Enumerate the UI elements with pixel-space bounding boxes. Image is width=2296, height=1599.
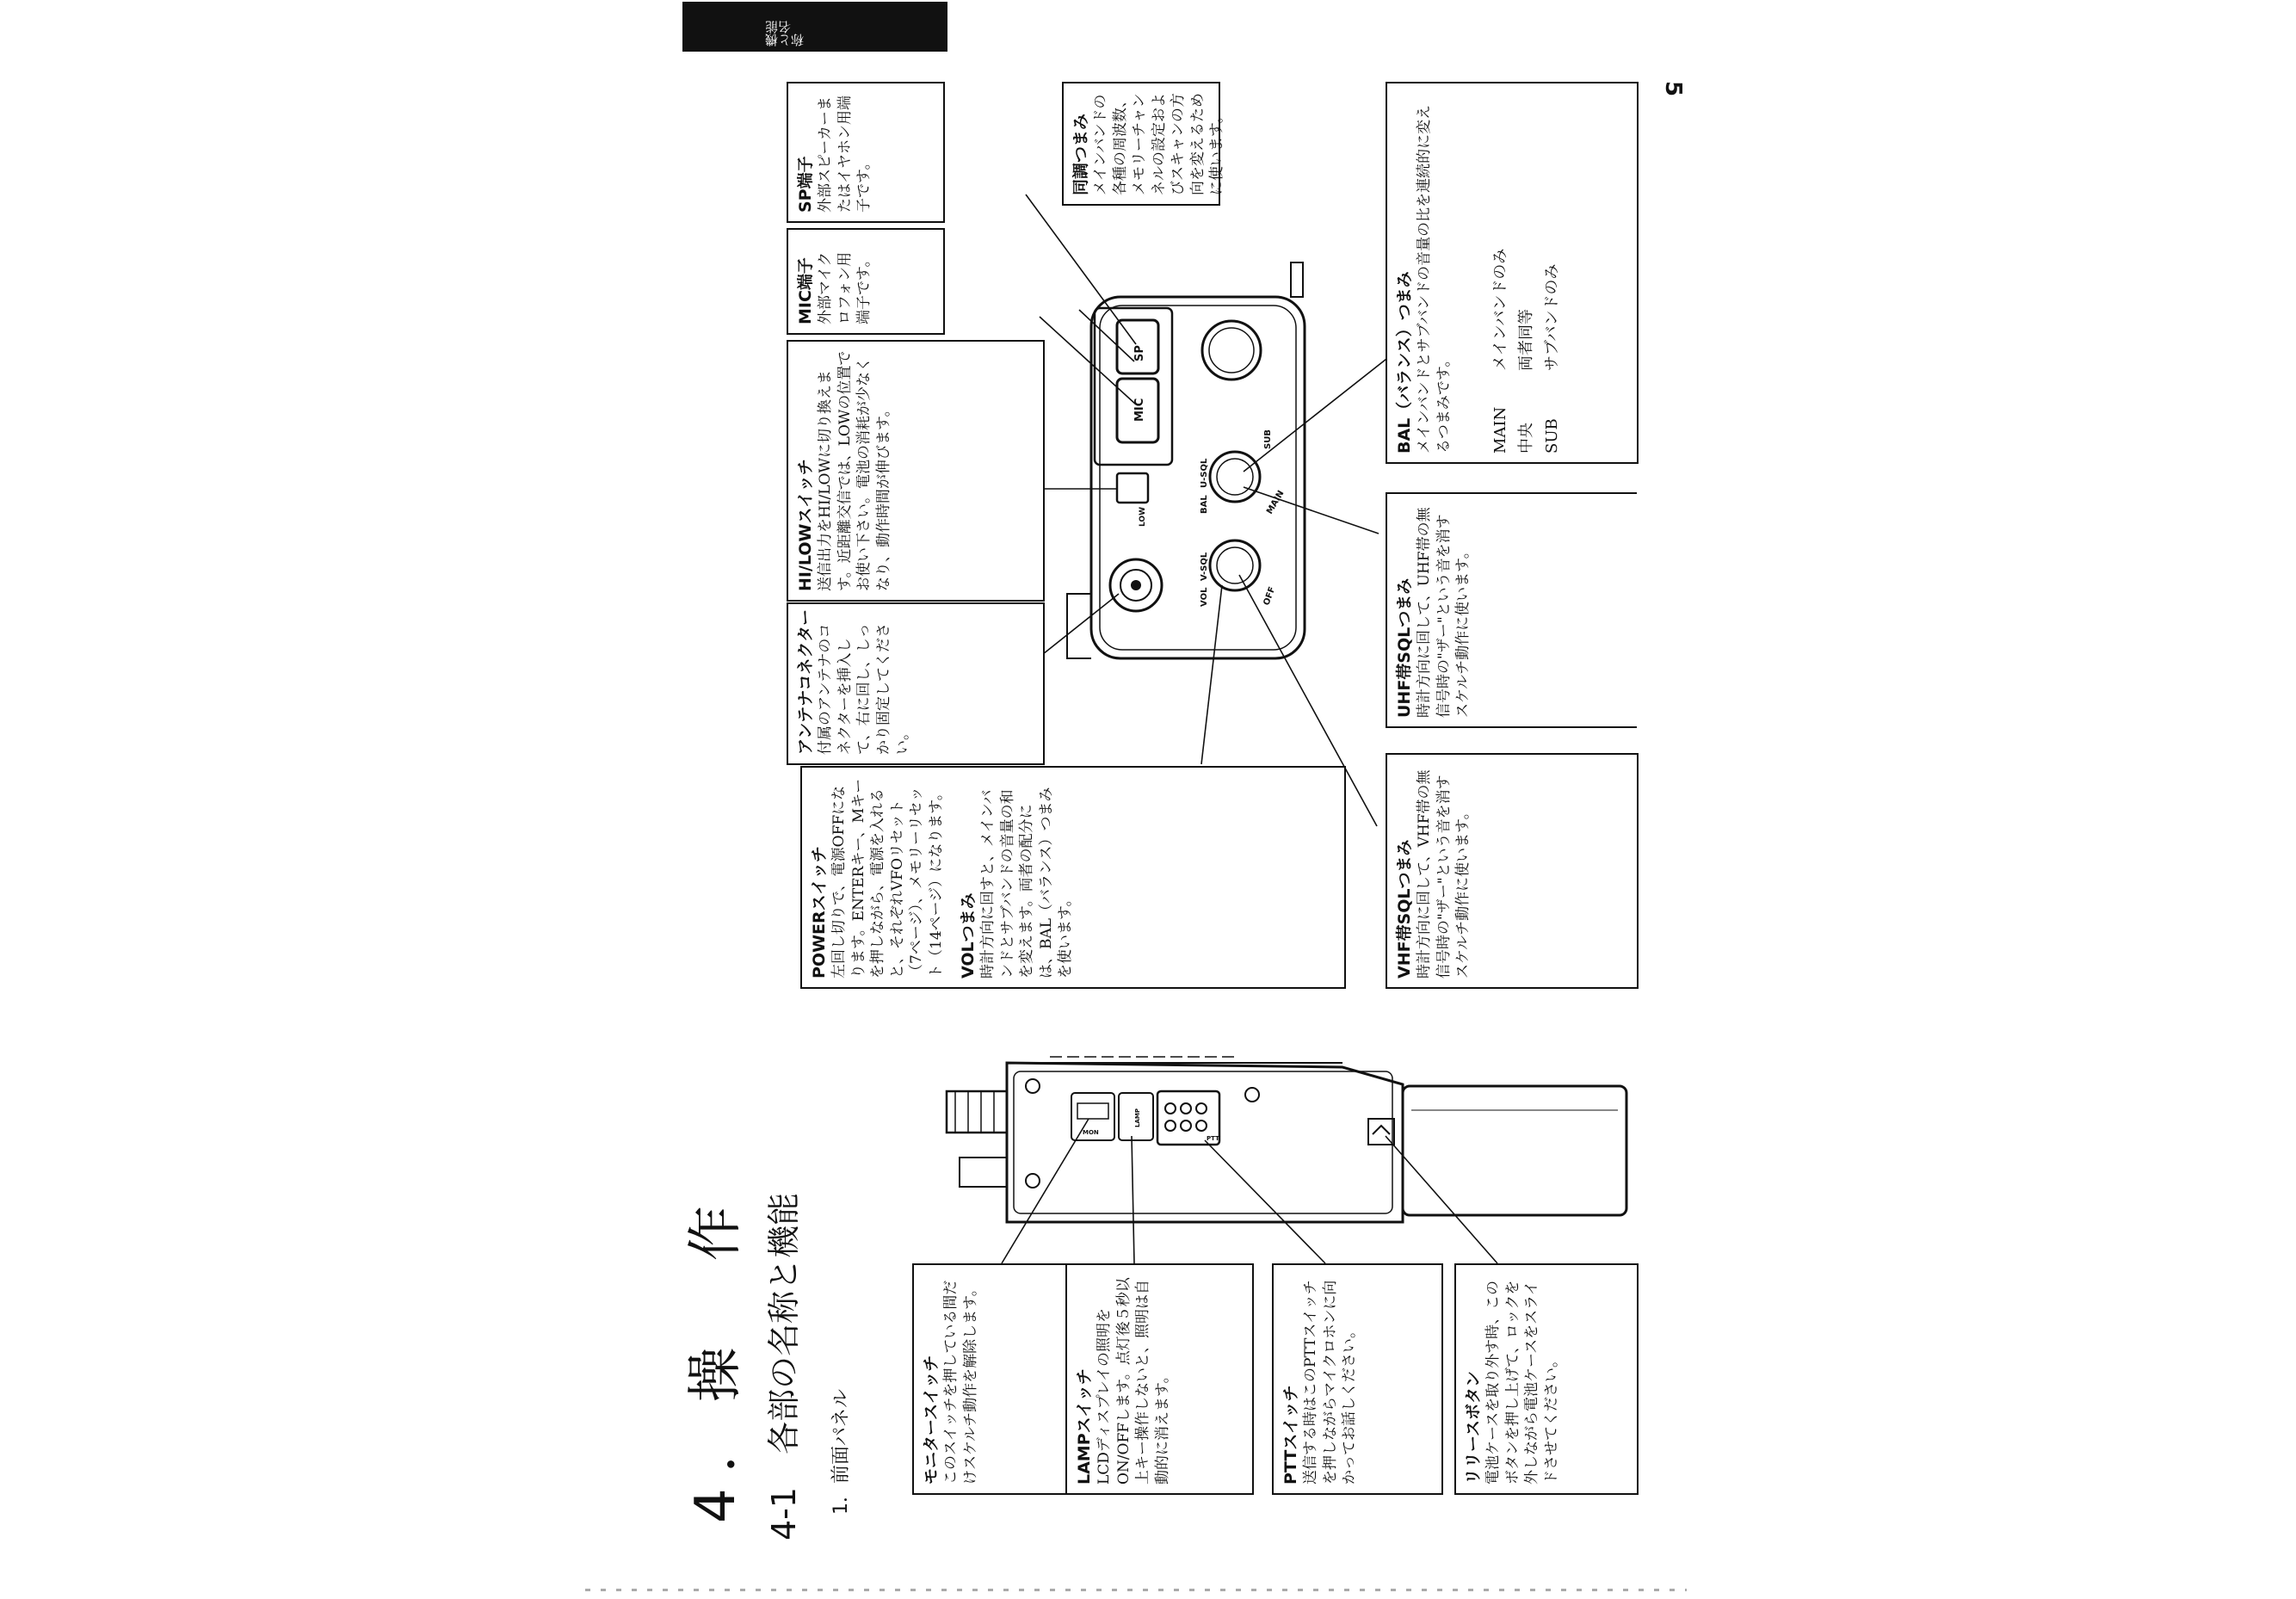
callout-hilow-switch <box>787 340 1045 602</box>
panel-label-usql: U-SQL <box>1200 458 1209 488</box>
callout-title: アンテナコネクター <box>796 608 815 755</box>
callout-uhf-sql-knob <box>1386 492 1637 728</box>
section-tab-label: 機能と名称 <box>764 21 805 46</box>
bal-row-sub: SUBサブバンドのみ <box>1543 263 1561 454</box>
callout-body: このスイッチを押している間だけスケルチ動作を解除します。 <box>942 1280 979 1485</box>
panel-label-off: OFF <box>1262 585 1278 608</box>
callout-title: BAL（バランス）つまみ <box>1395 271 1414 454</box>
callout-title: MIC端子 <box>796 257 815 324</box>
callout-body: 外部スピーカーまたはイヤホン用端子です。 <box>817 96 873 213</box>
callout-title: UHF帯SQLつまみ <box>1395 577 1414 718</box>
callout-title: VOLつまみ <box>959 892 978 979</box>
callout-mic-jack <box>787 228 945 335</box>
panel-label-mon: MON <box>1083 1129 1099 1136</box>
callout-title: モニタースイッチ <box>922 1355 941 1485</box>
callout-title: VHF帯SQLつまみ <box>1395 839 1414 979</box>
callout-lamp-switch <box>1065 1263 1254 1495</box>
panel-label-low: LOW <box>1139 507 1147 527</box>
callout-antenna-connector <box>787 602 1045 765</box>
callout-title: SP端子 <box>796 156 815 213</box>
panel-label-sub: SUB <box>1263 429 1273 449</box>
callout-body: 左回し切りで、電源OFFになります。ENTERキー、Mキーを押しながら、電源を入れると、それぞれVFOリセット（7ページ）、メモリーリセット（14ページ）になります。 <box>830 778 945 979</box>
callout-body: 付属のアンテナのコネクターを挿入して、右に回し、しっかり固定してください。 <box>817 623 911 755</box>
callout-vhf-sql-knob <box>1386 753 1639 989</box>
callout-ptt-switch <box>1272 1263 1443 1495</box>
radio-top-view <box>1067 262 1305 658</box>
callout-sp-jack <box>787 82 945 223</box>
section-heading: 4-1 各部の名称と機能 <box>765 1192 803 1540</box>
callout-body: 時計方向に回すと、メインバンドとサブバンドの音量の和を変えます。両者の配分には、BAL（バランス）つまみを使います。 <box>979 787 1074 979</box>
panel-label-lamp: LAMP <box>1134 1108 1141 1127</box>
callout-body: メインバンドとサブバンドの音量の比を連続的に変えるつまみです。 <box>1416 104 1453 454</box>
panel-label-bal: BAL <box>1200 495 1209 514</box>
callout-body: メインバンドの各種の周波数、メモリーチャンネルの設定およびスキャンの方向を変えるために使います。 <box>1092 93 1225 195</box>
callout-body: 時計方向に回して、UHF帯の無信号時の"ザー"という音を消すスケルチ動作に使います。 <box>1416 507 1472 718</box>
bal-row-main: MAINメインバンドのみ <box>1491 248 1509 454</box>
chapter-heading: 4．操 作 <box>684 1190 748 1523</box>
panel-label-mic: MIC <box>1133 398 1146 422</box>
bal-row-center: 中央両者同等 <box>1517 309 1535 454</box>
panel-label-sp: SP <box>1133 345 1146 361</box>
callout-body: 電池ケースを取り外す時、このボタンを押し上げて、ロックを外しながら電池ケースをスライドさせてください。 <box>1484 1280 1560 1485</box>
callout-body: 外部マイクロフォン用端子です。 <box>817 251 873 324</box>
radio-front-view <box>947 1057 1626 1222</box>
callout-power-vol <box>800 766 1346 989</box>
panel-label-main: MAIN <box>1265 489 1287 516</box>
callout-bal-knob <box>1386 82 1639 464</box>
callout-monitor-switch <box>912 1263 1075 1495</box>
callout-body: 時計方向に回して、VHF帯の無信号時の"ザー"という音を消すスケルチ動作に使います。 <box>1416 769 1472 979</box>
panel-label-vsql: V-SQL <box>1200 552 1209 581</box>
callout-tuning-knob <box>1062 82 1225 206</box>
callout-body: LCDディスプレイの照明をON/OFFします。点灯後５秒以上キー操作しないと、照明は自動的に消えます。 <box>1096 1277 1171 1485</box>
callout-title: 同調つまみ <box>1071 113 1090 195</box>
scan-noise <box>585 1589 1687 1591</box>
callout-title: POWERスイッチ <box>810 846 829 979</box>
callout-title: リリースボタン <box>1464 1370 1483 1485</box>
subsection-heading: 1．前面パネル <box>830 1389 852 1515</box>
panel-label-vol: VOL <box>1200 587 1209 607</box>
callout-title: PTTスイッチ <box>1281 1385 1300 1485</box>
callout-title: LAMPスイッチ <box>1075 1368 1094 1485</box>
page-number: 5 <box>1660 80 1687 97</box>
callout-title: HI/LOWスイッチ <box>796 459 815 591</box>
callout-body: 送信出力をHI/LOWに切り換えます。近距離交信では、LOWの位置でお使い下さい。電池の消耗が少なくなり、動作時間が伸びます。 <box>817 350 892 591</box>
panel-label-ptt: PTT <box>1207 1135 1219 1142</box>
callout-release-button <box>1454 1263 1639 1495</box>
callout-body: 送信する時はこのPTTスイッチを押しながらマイクロホンに向かってお話しください。 <box>1302 1280 1358 1485</box>
